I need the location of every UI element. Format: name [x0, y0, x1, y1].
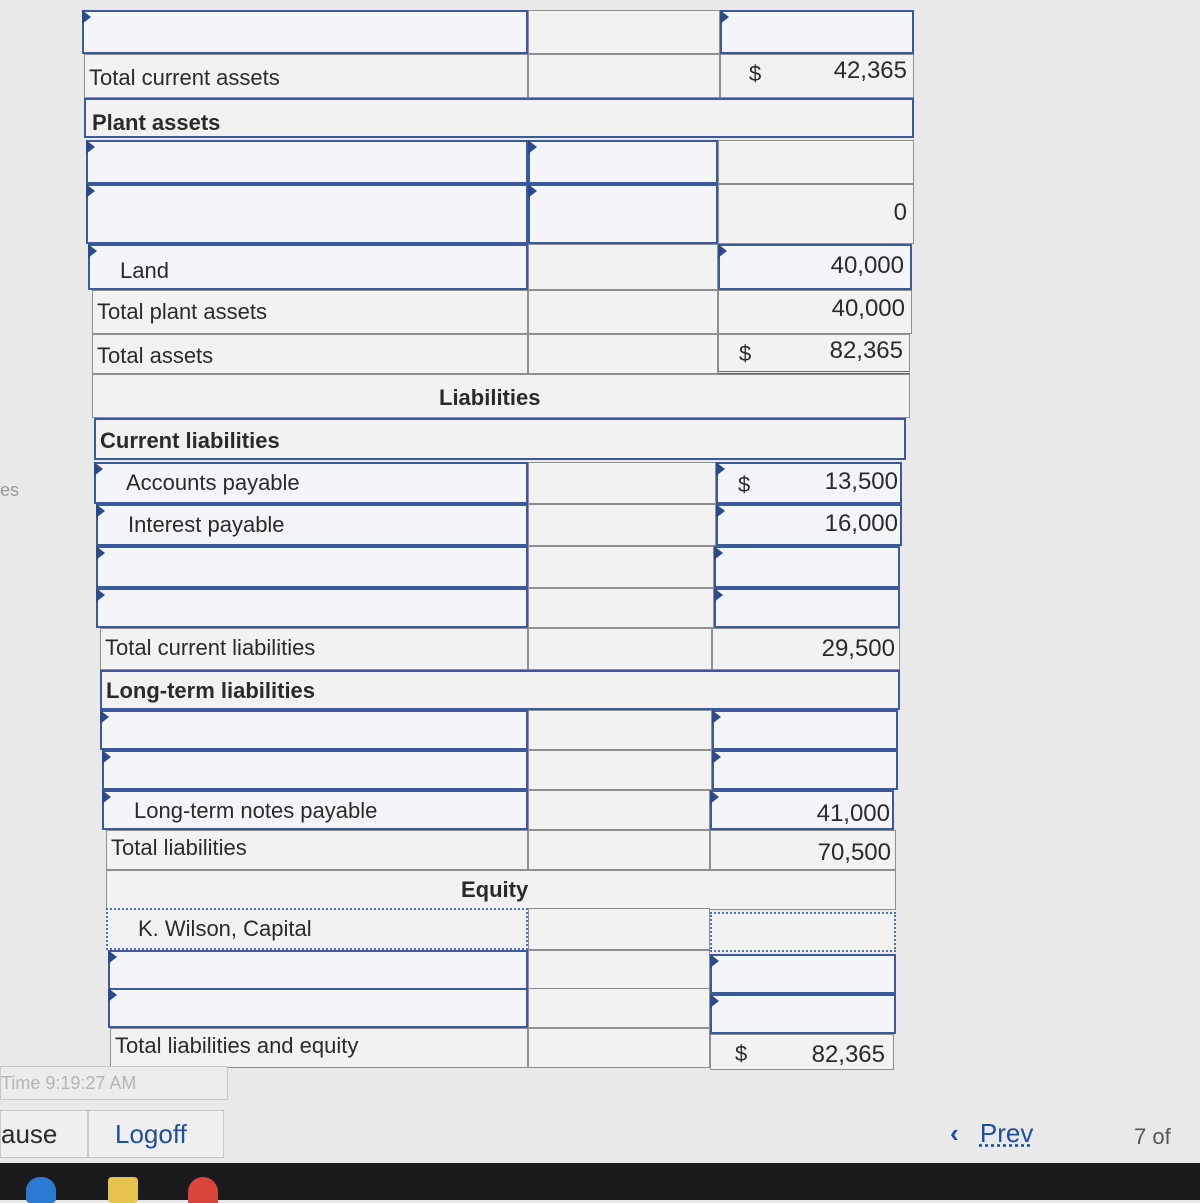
long-term-label-input-1[interactable]	[100, 710, 528, 750]
total-liabilities-label: Total liabilities	[111, 835, 247, 860]
total-current-liabilities-label: Total current liabilities	[105, 635, 316, 660]
plant-asset-label-input-2[interactable]	[86, 184, 528, 244]
capital-label-input[interactable]	[106, 908, 528, 950]
equity-mid-3	[528, 988, 710, 1028]
land-amount-input[interactable]	[718, 244, 912, 290]
equity-label-input-2[interactable]	[108, 950, 528, 990]
row-long-term-liabilities	[100, 670, 900, 710]
total-liabilities-equity-mid	[528, 1028, 710, 1068]
accounts-payable-label: Accounts payable	[126, 470, 300, 495]
long-term-notes-label: Long-term notes payable	[134, 798, 378, 823]
total-liabilities-equity-amount	[710, 1034, 894, 1070]
total-current-assets-amount	[720, 54, 914, 98]
row-total-liabilities-equity	[110, 1028, 528, 1068]
row-total-liabilities	[106, 830, 528, 870]
pause-button[interactable]	[0, 1110, 88, 1158]
total-assets-label: Total assets	[97, 343, 214, 368]
file-explorer-icon[interactable]	[108, 1177, 138, 1203]
plant-asset-mid-input-1[interactable]	[528, 140, 718, 184]
equity-mid-2	[528, 950, 710, 990]
row-current-liabilities	[94, 418, 906, 460]
plant-asset-amount-1	[718, 140, 914, 184]
total-current-liabilities-amount	[712, 628, 900, 670]
total-current-assets-label: Total current assets	[89, 65, 280, 90]
total-plant-assets-mid	[528, 290, 718, 334]
total-current-assets-mid	[528, 54, 720, 98]
total-plant-assets-value: 40,000	[831, 295, 905, 322]
row-total-plant-assets	[92, 290, 528, 334]
current-liability-mid-4	[528, 588, 714, 628]
current-liability-amount-input-4[interactable]	[714, 588, 900, 628]
plant-asset-label-input-1[interactable]	[86, 140, 528, 184]
total-liabilities-equity-label: Total liabilities and equity	[115, 1033, 359, 1058]
current-liabilities-heading: Current liabilities	[100, 428, 280, 453]
top-label-input[interactable]	[82, 10, 528, 54]
plant-asset-amount-2	[718, 184, 914, 244]
row-total-current-liabilities	[100, 628, 528, 670]
equity-amount-input-3[interactable]	[710, 994, 896, 1034]
dollar-sign: $	[738, 472, 751, 497]
long-term-notes-amount-input[interactable]	[710, 790, 894, 830]
liabilities-heading-row	[92, 374, 910, 418]
total-current-assets-value: 42,365	[833, 57, 907, 84]
current-liability-label-input-3[interactable]	[96, 546, 528, 588]
row-total-current-assets	[84, 54, 528, 98]
accounts-payable-mid	[528, 462, 716, 504]
page-text: 7 of	[1134, 1124, 1171, 1149]
total-current-liabilities-mid	[528, 628, 712, 670]
total-plant-assets-label: Total plant assets	[97, 299, 267, 324]
total-liabilities-value: 70,500	[817, 839, 891, 866]
dollar-sign: $	[739, 341, 752, 366]
total-assets-value: 82,365	[829, 337, 903, 364]
liabilities-heading: Liabilities	[439, 385, 541, 410]
top-mid-cell	[528, 10, 720, 54]
accounts-payable-value: 13,500	[824, 468, 898, 495]
row-total-assets	[92, 334, 528, 374]
logoff-label: Logoff	[115, 1119, 187, 1149]
interest-payable-value: 16,000	[824, 510, 898, 537]
side-fragment: es	[0, 480, 20, 500]
total-assets-amount	[718, 334, 910, 374]
total-assets-mid	[528, 334, 718, 374]
total-liabilities-mid	[528, 830, 710, 870]
land-mid	[528, 244, 718, 290]
logoff-button[interactable]	[88, 1110, 224, 1158]
total-current-liabilities-value: 29,500	[821, 635, 895, 662]
long-term-mid-2	[528, 750, 712, 790]
capital-mid	[528, 908, 710, 950]
capital-amount-input[interactable]	[710, 912, 896, 952]
interest-payable-amount-input[interactable]	[716, 504, 902, 546]
current-liability-mid-3	[528, 546, 714, 588]
interest-payable-mid	[528, 504, 716, 546]
long-term-amount-input-1[interactable]	[712, 710, 898, 750]
land-label: Land	[120, 258, 169, 283]
total-liabilities-amount	[710, 830, 896, 870]
long-term-liabilities-heading: Long-term liabilities	[106, 678, 316, 703]
row-plant-assets	[84, 98, 914, 138]
dollar-sign: $	[735, 1041, 748, 1066]
chevron-left-icon: ‹	[950, 1118, 959, 1148]
plant-assets-heading: Plant assets	[92, 110, 221, 135]
equity-amount-input-2[interactable]	[710, 954, 896, 994]
plant-asset-mid-input-2[interactable]	[528, 184, 718, 244]
pause-label: ause	[1, 1119, 58, 1149]
top-amount-input[interactable]	[720, 10, 914, 54]
equity-heading-row	[106, 870, 896, 910]
page-indicator	[1134, 1124, 1171, 1150]
capital-label: K. Wilson, Capital	[138, 916, 312, 941]
chrome-icon[interactable]	[188, 1177, 218, 1203]
plant-asset-amount-2-value: 0	[893, 199, 907, 226]
dollar-sign: $	[749, 61, 762, 86]
total-liabilities-equity-value: 82,365	[811, 1041, 885, 1068]
edge-icon[interactable]	[26, 1177, 56, 1203]
prev-button[interactable]	[950, 1118, 1033, 1149]
interest-payable-label-input[interactable]	[96, 504, 528, 546]
time-display	[0, 1066, 228, 1100]
long-term-amount-input-2[interactable]	[712, 750, 898, 790]
taskbar	[0, 1163, 1200, 1200]
long-term-notes-label-input[interactable]	[102, 790, 528, 830]
current-liability-amount-input-3[interactable]	[714, 546, 900, 588]
total-plant-assets-amount	[718, 290, 912, 334]
long-term-notes-value: 41,000	[816, 800, 890, 827]
prev-label: Prev	[979, 1118, 1034, 1148]
current-liability-label-input-4[interactable]	[96, 588, 528, 628]
time-text: Time 9:19:27 AM	[1, 1073, 137, 1093]
land-value: 40,000	[830, 252, 904, 279]
long-term-notes-mid	[528, 790, 710, 830]
long-term-label-input-2[interactable]	[102, 750, 528, 790]
land-label-input[interactable]	[88, 244, 528, 290]
accounts-payable-label-input[interactable]	[94, 462, 528, 504]
long-term-mid-1	[528, 710, 712, 750]
equity-label-input-3[interactable]	[108, 988, 528, 1028]
equity-heading: Equity	[461, 877, 529, 902]
accounts-payable-amount-input[interactable]	[716, 462, 902, 504]
interest-payable-label: Interest payable	[128, 512, 285, 537]
